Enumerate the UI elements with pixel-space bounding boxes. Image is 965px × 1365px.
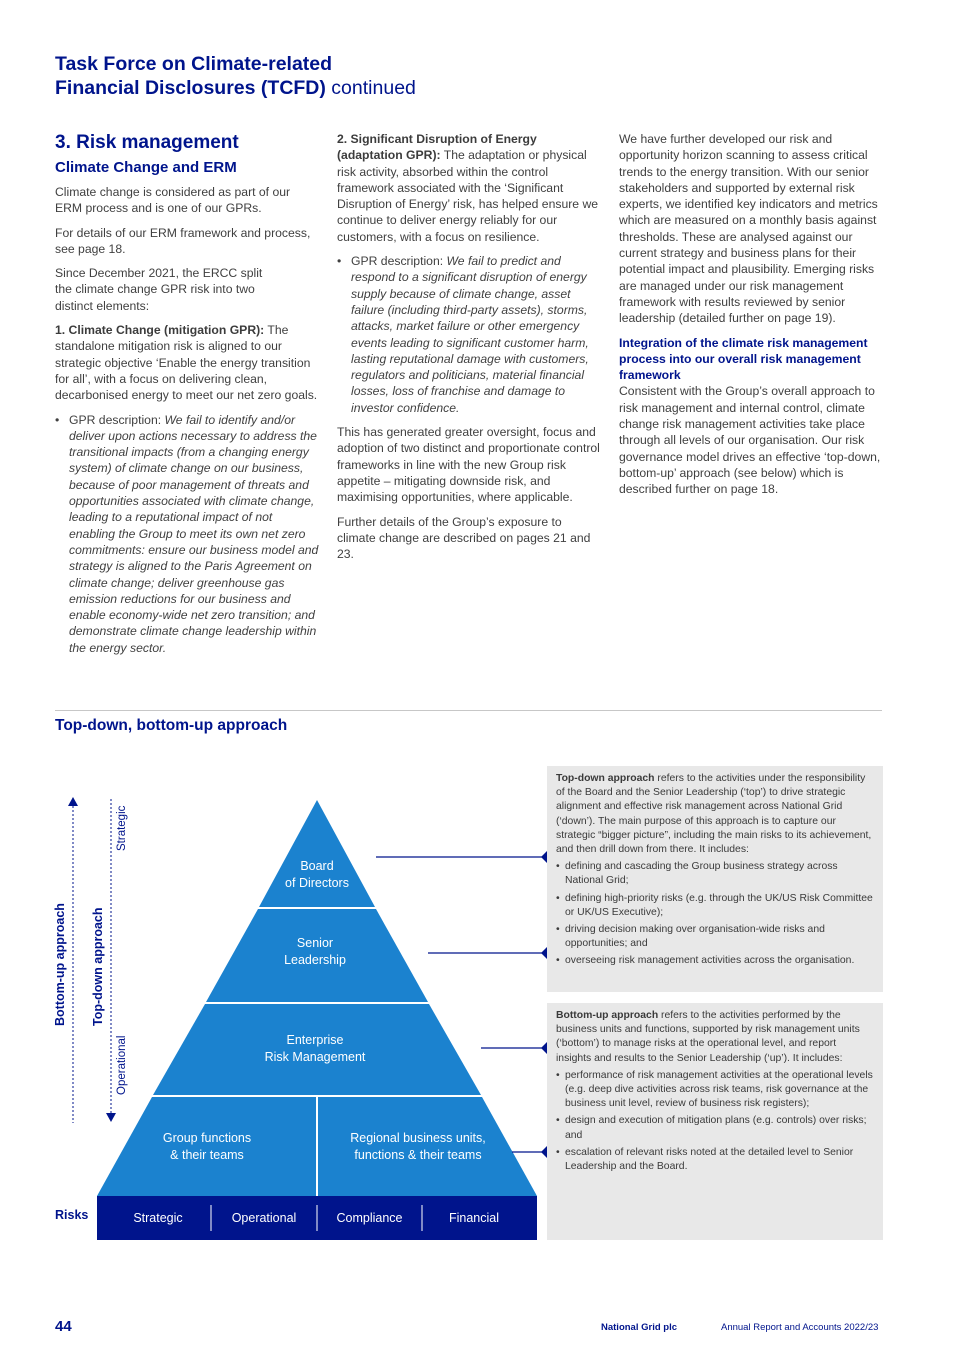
tier-label-erm: Enterprise Risk Management [264,1033,366,1064]
bullet-body: We fail to predict and respond to a significant disruption of energy supply because of climate change, asset failure (including third-party assets), storms, attacks, market failure or other emergency events leading to significant customer harm, lasting reputational damage with customers, regulators and politicians, material financial losses, loss of franchise and damage to investor confidence. [351,254,589,415]
box-body: refers to the activities performed by the business units and functions, supported by risk management units (‘bottom’) to manage risks at the operational level, and report insights and results to the Senior Leadership (‘up’). It includes: [556,1010,860,1064]
paragraph: Climate change is considered as part of our ERM process and is one of our GPRs. [55,185,291,216]
subheading: Integration of the climate risk management process into our overall risk management framework [619,335,868,383]
box-bullet: • performance of risk management activities at the operational levels (e.g. deep dive activities across risk teams, risk governance at the business unit level, review of business risk registers); [556,1069,874,1112]
paragraph: We have further developed our risk and opportunity horizon scanning to assess critical trends to the energy transition. With our senior stakeholders and supported by external risk experts, we identified key indicators and metrics which are measured on a monthly basis against thresholds. These are analysed against our current strategy and business plans for their potential impact and plausibility. Emerging risks are managed under our risk management framework with results reviewed by senior leadership (detailed further on page 19). [619,132,878,326]
paragraph: This has generated greater oversight, focus and adoption of two distinct and proportionate control frameworks in line with the new Group risk appetite – mitigating downside risk, and maximising opportunities, where applicable. [337,425,600,505]
tier-label-regional: Regional business units, functions & their teams [350,1131,486,1162]
top-down-label: Top-down approach [91,907,105,1026]
diagram-title: Top-down, bottom-up approach [55,717,288,734]
box-bullet: • defining and cascading the Group business strategy across National Grid; [556,860,874,888]
paragraph-lead: 1. Climate Change (mitigation GPR): [55,323,265,338]
paragraph-lead: 2. Significant Disruption of Energy (adaptation GPR): [337,132,537,163]
tier-label-board: Board of Directors [285,859,349,890]
box-lead: Bottom-up approach [556,1010,659,1021]
box-bullet: • escalation of relevant risks noted at the detailed level to Senior Leadership and the Board. [556,1146,874,1174]
page-number: 44 [55,1318,72,1335]
header-continued: continued [325,77,416,99]
paragraph: For details of our ERM framework and process, see page 18. [55,225,311,256]
top-down-info-box [547,766,883,992]
section-subtitle: Climate Change and ERM [55,159,237,176]
risk-compliance: Compliance [336,1211,403,1225]
box-bullet: • overseeing risk management activities across the organisation. [556,954,874,968]
risk-operational: Operational [231,1211,297,1225]
paragraph: Further details of the Group’s exposure to climate change are described on pages 21 and 23. [337,514,591,562]
footer-report: Annual Report and Accounts 2022/23 [721,1322,879,1333]
header-title-line1: Task Force on Climate-related [55,53,333,75]
tier-label-senior: Senior Leadership [284,936,346,967]
strategic-label: Strategic [116,805,128,851]
paragraph: Since December 2021, the ERCC split the climate change GPR risk into two distinct elements: [55,266,263,313]
risk-strategic: Strategic [133,1211,183,1225]
box-lead: Top-down approach [556,773,655,784]
bullet-body: We fail to identify and/or deliver upon actions necessary to address the transitional impacts (from a changing energy system) of climate change on our business, because of poor management of threats and opportunities associated with climate change, leading to a reputational impact of not enabling the Group to meet its own net zero commitments: ensure our business model and strategy is aligned to the Paris Agreement on climate change; deliver greenhouse gas emission reductions for our business and enable economy-wide net zero transition; and demonstrate climate change leadership within the energy sector. [69,412,319,655]
box-intro [556,772,874,857]
operational-label: Operational [116,1035,128,1095]
box-intro [556,1009,874,1066]
bullet-lead: GPR description: [69,412,165,427]
tier-label-group-functions: Group functions & their teams [162,1131,252,1162]
risks-label: Risks [55,1208,89,1222]
bottom-up-arrowhead [68,797,78,806]
header-title-bold: Financial Disclosures (TCFD) [55,77,326,99]
box-body: refers to the activities under the responsibility of the Board and the Senior Leadership (‘top’) to drive strategic alignment and effective risk management across National Grid (‘down’). The main purpose of this approach is to capture our strategic “bigger picture”, including the main risks to its achievement, and then drill down from there. It includes: [556,773,872,856]
bullet-lead: GPR description: [351,254,447,269]
bottom-up-info-box [547,1003,883,1240]
box-bullet: • defining high-priority risks (e.g. through the UK/US Risk Committee or UK/US Executive); [556,892,874,920]
paragraph-body: The standalone mitigation risk is aligned to our strategic objective ‘Enable the energy transition for all’, with a focus on delivering clean, decarbonised energy to meet our net zero goals. [55,323,318,403]
paragraph-body: The adaptation or physical risk activity, absorbed within the control framework associated with the ‘Significant Disruption of Energy’ risk, has helped ensure we continue to deliver energy reliably for our customers, with a focus on resilience. [337,148,599,244]
footer-company: National Grid plc [601,1322,678,1333]
section-title: 3. Risk management [55,132,239,153]
box-bullet: • design and execution of mitigation plans (e.g. controls) over risks; and [556,1114,874,1142]
box-bullet: • driving decision making over organisation-wide risks and opportunities; and [556,923,874,951]
risk-financial: Financial [448,1211,500,1225]
paragraph: Consistent with the Group’s overall approach to risk management and internal control, climate change risk management activities take place through all levels of our organisation. Our risk governance model drives an effective ‘top-down, bottom-up’ approach (see below) which is described further on page 18. [619,384,881,497]
top-down-arrowhead [106,1113,116,1122]
bottom-up-label: Bottom-up approach [53,903,67,1026]
